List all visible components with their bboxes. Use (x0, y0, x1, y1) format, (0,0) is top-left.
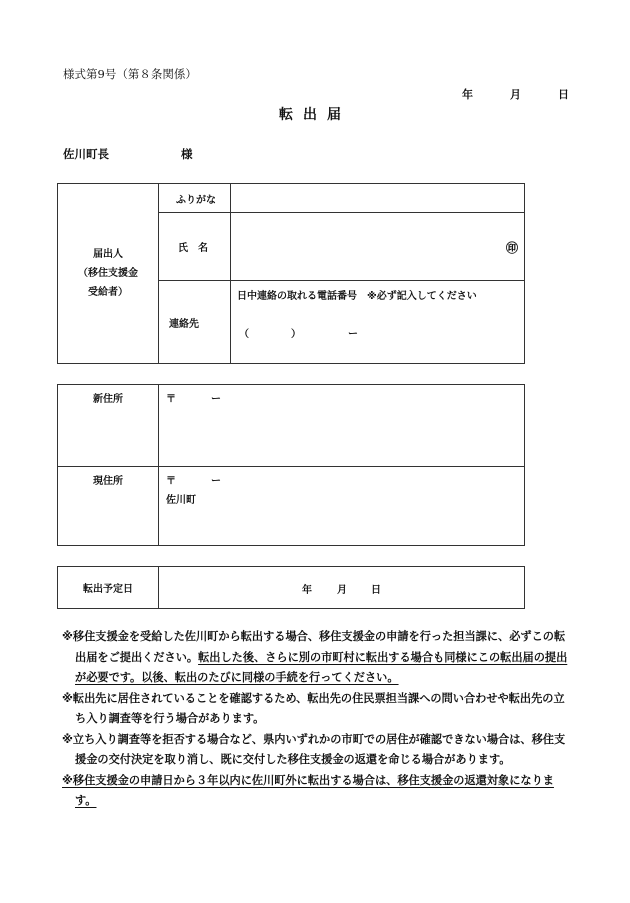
seal-mark: ㊞ (505, 241, 518, 255)
addressee-honorific: 様 (181, 147, 193, 161)
phone-close-paren: ） (291, 329, 301, 340)
address-table (57, 384, 525, 546)
applicant-label-line3: 受給者） (88, 287, 128, 298)
note-2: ※転出先に居住されていることを確認するため、転出先の住民票担当課への問い合わせや転出先の立ち入り調査等を行う場合があります。 (62, 691, 565, 725)
new-address-field[interactable] (159, 385, 525, 467)
document-title: 転出届 (279, 107, 351, 123)
date-month-label: 月 (510, 88, 521, 101)
move-day-label: 日 (371, 585, 381, 596)
current-town: 佐川町 (166, 495, 196, 506)
phone-dash: ー (348, 329, 358, 340)
move-year-label: 年 (302, 585, 312, 596)
move-date-table (57, 566, 525, 609)
new-postal-mark: 〒 (166, 394, 176, 405)
current-address-field[interactable] (159, 467, 525, 546)
contact-field[interactable] (231, 281, 525, 364)
applicant-label-line1: 届出人 (93, 249, 123, 260)
new-address-label: 新住所 (58, 385, 159, 467)
furigana-label: ふりがな (159, 184, 231, 213)
name-label: 氏 名 (159, 213, 231, 281)
current-postal-dash: ー (211, 476, 221, 487)
move-date-label: 転出予定日 (58, 567, 159, 609)
date-day-label: 日 (558, 88, 569, 101)
note-1 (62, 627, 572, 689)
new-postal-dash: ー (211, 394, 221, 405)
note-1-underlined: 転出した後、さらに別の市町村に転出する場合も同様にこの転出届の提出が必要です。以後、転出のたびに同様の手続を行ってください。 (75, 650, 568, 684)
name-field[interactable] (231, 213, 525, 281)
note-1-text: ※移住支援金を受給した佐川町から転出する場合、移住支援金の申請を行った担当課に、必ずこの転出届をご提出ください。 (62, 630, 566, 664)
form-number: 様式第9号（第８条関係） (63, 67, 197, 81)
contact-note: 日中連絡の取れる電話番号 ※必ず記入してください (237, 291, 477, 302)
applicant-label-line2: （移住支援金 (78, 268, 138, 279)
applicant-section-label (58, 184, 159, 364)
note-3: ※立ち入り調査等を拒否する場合など、県内いずれかの市町での居住が確認できない場合は、移住支援金の交付決定を取り消し、既に交付した移住支援金の返還を命じる場合があります。 (62, 732, 566, 766)
date-year-label: 年 (462, 88, 473, 101)
note-4: ※移住支援金の申請日から３年以内に佐川町外に転出する場合は、移住支援金の返還対象になります。 (62, 773, 554, 807)
notes (62, 627, 572, 812)
current-address-label: 現住所 (58, 467, 159, 546)
furigana-field[interactable] (231, 184, 525, 213)
contact-label: 連絡先 (159, 281, 231, 364)
move-month-label: 月 (337, 585, 347, 596)
phone-open-paren: （ (239, 329, 249, 340)
addressee: 佐川町長 (63, 147, 109, 161)
current-postal-mark: 〒 (166, 476, 176, 487)
applicant-table (57, 183, 525, 364)
move-date-field[interactable] (159, 567, 525, 609)
